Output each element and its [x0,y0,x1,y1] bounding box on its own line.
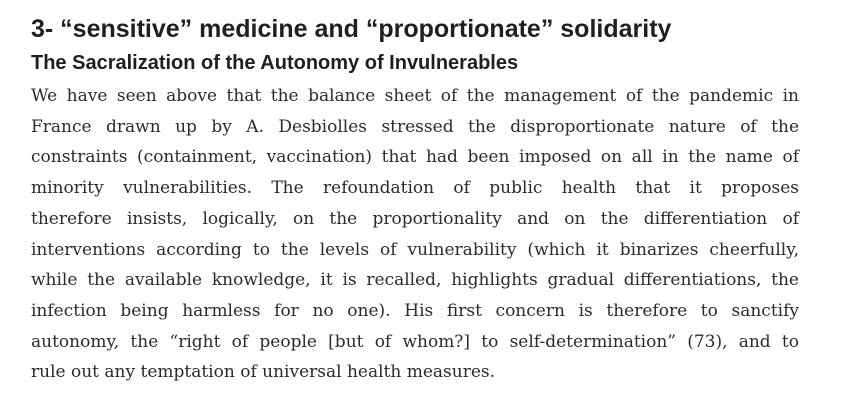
paragraph-line: therefore insists, logically, on the proportionality and on the differentiation of [31,208,799,229]
paragraph-line: autonomy, the “right of people [but of whom?] to self-determination” (73), and to [31,331,799,352]
paragraph-line: We have seen above that the balance sheet of the management of the pandemic in [31,86,799,106]
paragraph-line: interventions according to the levels of vulnerability (which it binarizes cheerfully, [31,239,799,260]
paragraph-line: France drawn up by A. Desbiolles stressed the disproportionate nature of the [31,116,799,137]
paragraph-line: while the available knowledge, it is recalled, highlights gradual differentiations, the [31,270,799,291]
body-paragraph [31,81,799,388]
section-heading: 3- “sensitive” medicine and “proportionate” solidarity [31,15,672,43]
paragraph-line: rule out any temptation of universal health measures. [31,362,496,383]
paragraph-line: infection being harmless for no one). His first concern is therefore to sanctify [31,300,799,321]
article [31,13,799,388]
paragraph-line: minority vulnerabilities. The refoundation of public health that it proposes [31,178,799,199]
sub-heading: The Sacralization of the Autonomy of Invulnerables [31,52,519,74]
paragraph-line: constraints (containment, vaccination) that had been imposed on all in the name of [31,147,799,168]
